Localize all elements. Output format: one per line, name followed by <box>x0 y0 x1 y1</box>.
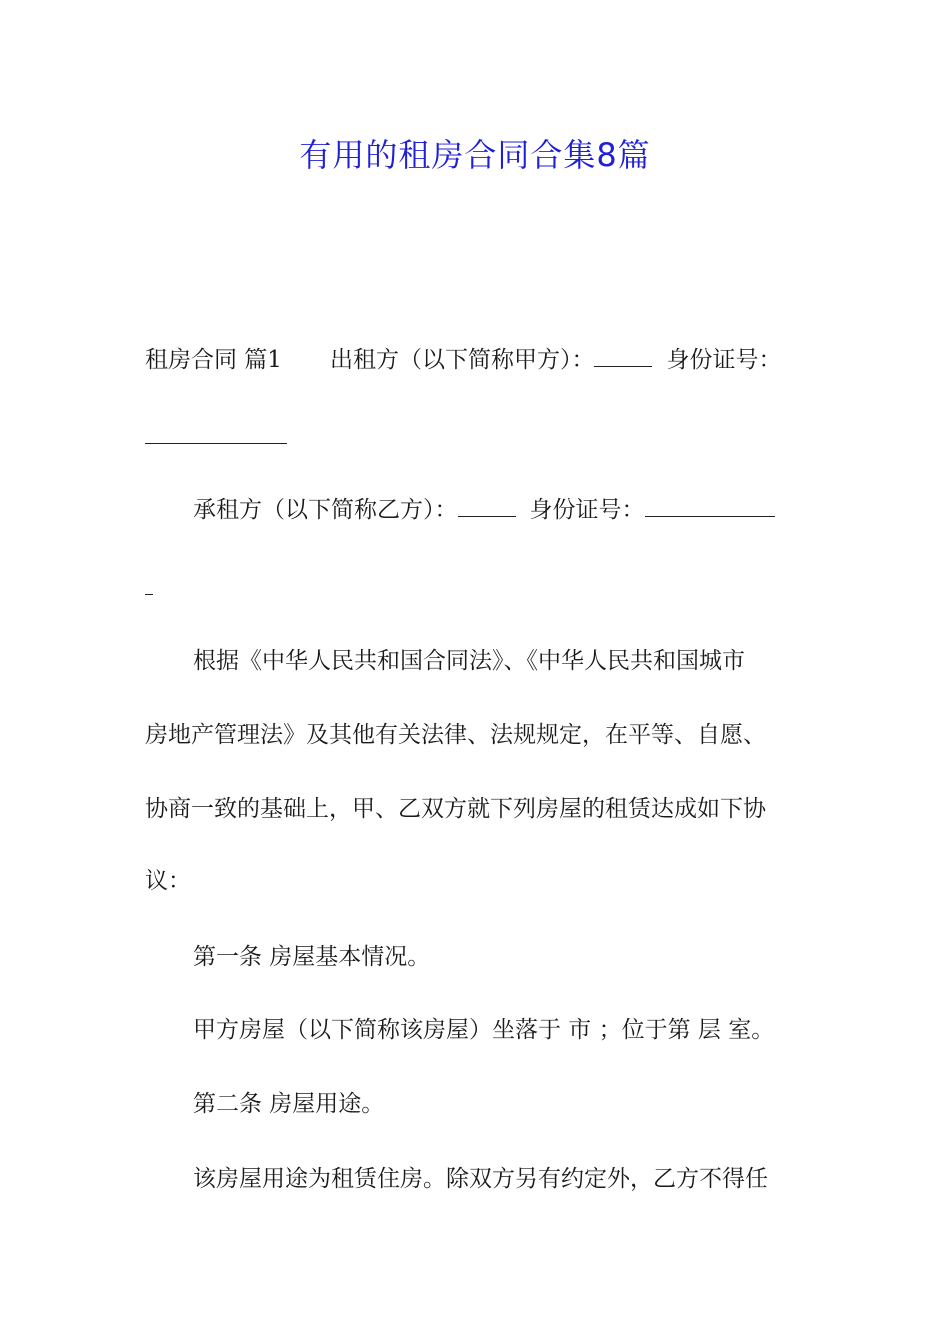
paragraph-line-4: 议： <box>145 868 191 894</box>
lessor-name-blank <box>594 346 652 367</box>
lessee-label: 承租方（以下简称乙方）： <box>193 497 458 523</box>
article1-text: 甲方房屋（以下简称该房屋）坐落于 市 ；位于第 层 室。 <box>193 1017 775 1043</box>
lessee-id-blank <box>645 496 775 517</box>
lessee-line <box>193 495 775 525</box>
lessee-id-blank-continued <box>145 594 153 595</box>
article1-heading: 第一条 房屋基本情况。 <box>193 944 431 970</box>
paragraph-line-1: 根据《中华人民共和国合同法》、《中华人民共和国城市 <box>193 648 745 674</box>
lessor-id-blank <box>145 443 287 444</box>
paragraph-line-2: 房地产管理法》及其他有关法律、法规规定，在平等、自愿、 <box>145 722 766 748</box>
section-heading: 租房合同 篇1 <box>145 347 282 373</box>
lessor-id-label: 身份证号： <box>666 347 782 373</box>
article2-text: 该房屋用途为租赁住房。除双方另有约定外，乙方不得任 <box>193 1166 768 1192</box>
lessee-name-blank <box>458 496 516 517</box>
paragraph-line-3: 协商一致的基础上，甲、乙双方就下列房屋的租赁达成如下协 <box>145 796 766 822</box>
lessor-label: 出租方（以下简称甲方）： <box>329 347 595 373</box>
article2-heading: 第二条 房屋用途。 <box>193 1091 385 1117</box>
document-title: 有用的租房合同合集8篇 <box>299 136 651 174</box>
lessee-id-label: 身份证号： <box>529 497 645 523</box>
section-heading-line <box>145 345 781 375</box>
